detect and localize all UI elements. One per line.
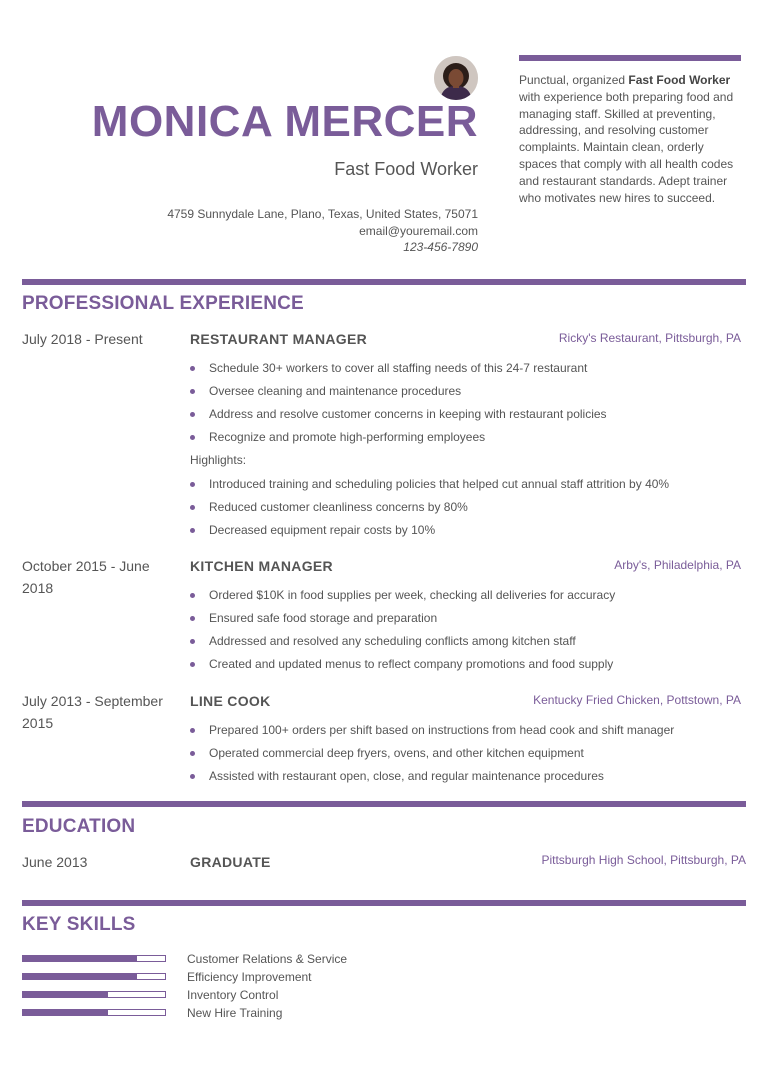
list-item: Ensured safe food storage and preparation: [190, 611, 615, 634]
skill-meter: [22, 955, 166, 962]
job-title: Fast Food Worker: [334, 159, 478, 179]
education-school: Pittsburgh High School, Pittsburgh, PA: [541, 853, 746, 867]
summary-text-end: with experience both preparing food and managing staff. Skilled at preventing, addressing, and resolving customer complaints. Maintain clean, orderly spaces that comply with all health codes and restaurant standards. Adept trainer who motivates new hires to succeed.: [519, 89, 734, 205]
list-item: Oversee cleaning and maintenance procedures: [190, 384, 607, 407]
skill-label: Inventory Control: [187, 988, 279, 1002]
skill-meter: [22, 991, 166, 998]
education-date: June 2013: [22, 854, 88, 870]
skill-meter: [22, 973, 166, 980]
phone: 123-456-7890: [403, 240, 478, 254]
skill-meter: [22, 1009, 166, 1016]
section-title-skills: KEY SKILLS: [22, 914, 136, 935]
list-item: Decreased equipment repair costs by 10%: [190, 523, 669, 546]
job-employer: Arby's, Philadelphia, PA: [614, 558, 741, 572]
job-bullets: [190, 723, 674, 792]
section-divider: [22, 801, 746, 807]
job-role: LINE COOK: [190, 693, 271, 709]
skill-meter-fill: [23, 992, 108, 997]
section-title-education: EDUCATION: [22, 816, 136, 837]
job-date: July 2013 - September 2015: [22, 693, 163, 731]
summary-text-start: Punctual, organized: [519, 73, 629, 87]
list-item: Address and resolve customer concerns in keeping with restaurant policies: [190, 407, 607, 430]
job-employer: Ricky's Restaurant, Pittsburgh, PA: [558, 331, 741, 345]
highlights-label: Highlights:: [190, 453, 247, 467]
job-employer: Kentucky Fried Chicken, Pottstown, PA: [533, 693, 741, 707]
summary-highlight: Fast Food Worker: [628, 73, 731, 87]
job-bullets: [190, 588, 615, 680]
skill-label: Efficiency Improvement: [187, 970, 312, 984]
skill-label: Customer Relations & Service: [187, 952, 348, 966]
address: 4759 Sunnydale Lane, Plano, Texas, United States, 75071: [167, 207, 478, 221]
job-highlights: [190, 477, 669, 546]
skill-meter-fill: [23, 974, 137, 979]
profile-photo: [434, 56, 478, 100]
job-date: July 2018 - Present: [22, 331, 143, 347]
list-item: Addressed and resolved any scheduling conflicts among kitchen staff: [190, 634, 615, 657]
section-divider: [22, 279, 746, 285]
list-item: Introduced training and scheduling policies that helped cut annual staff attrition by 40%: [190, 477, 669, 500]
list-item: Assisted with restaurant open, close, and regular maintenance procedures: [190, 769, 674, 792]
list-item: Recognize and promote high-performing employees: [190, 430, 607, 453]
summary: [519, 72, 744, 206]
section-title-experience: PROFESSIONAL EXPERIENCE: [22, 293, 304, 314]
skill-label: New Hire Training: [187, 1006, 283, 1020]
list-item: Schedule 30+ workers to cover all staffing needs of this 24-7 restaurant: [190, 361, 607, 384]
skill-meter-fill: [23, 956, 137, 961]
candidate-name: MONICA MERCER: [91, 97, 478, 146]
list-item: Reduced customer cleanliness concerns by 80%: [190, 500, 669, 523]
job-date: October 2015 - June 2018: [22, 558, 150, 596]
skill-meter-fill: [23, 1010, 108, 1015]
job-role: KITCHEN MANAGER: [190, 558, 333, 574]
job-bullets: [190, 361, 607, 453]
list-item: Created and updated menus to reflect company promotions and food supply: [190, 657, 615, 680]
list-item: Ordered $10K in food supplies per week, checking all deliveries for accuracy: [190, 588, 615, 611]
section-divider: [22, 900, 746, 906]
education-degree: GRADUATE: [190, 854, 271, 870]
summary-rule: [519, 55, 741, 61]
job-role: RESTAURANT MANAGER: [190, 331, 368, 347]
email: email@youremail.com: [359, 224, 478, 238]
list-item: Prepared 100+ orders per shift based on instructions from head cook and shift manager: [190, 723, 674, 746]
list-item: Operated commercial deep fryers, ovens, and other kitchen equipment: [190, 746, 674, 769]
